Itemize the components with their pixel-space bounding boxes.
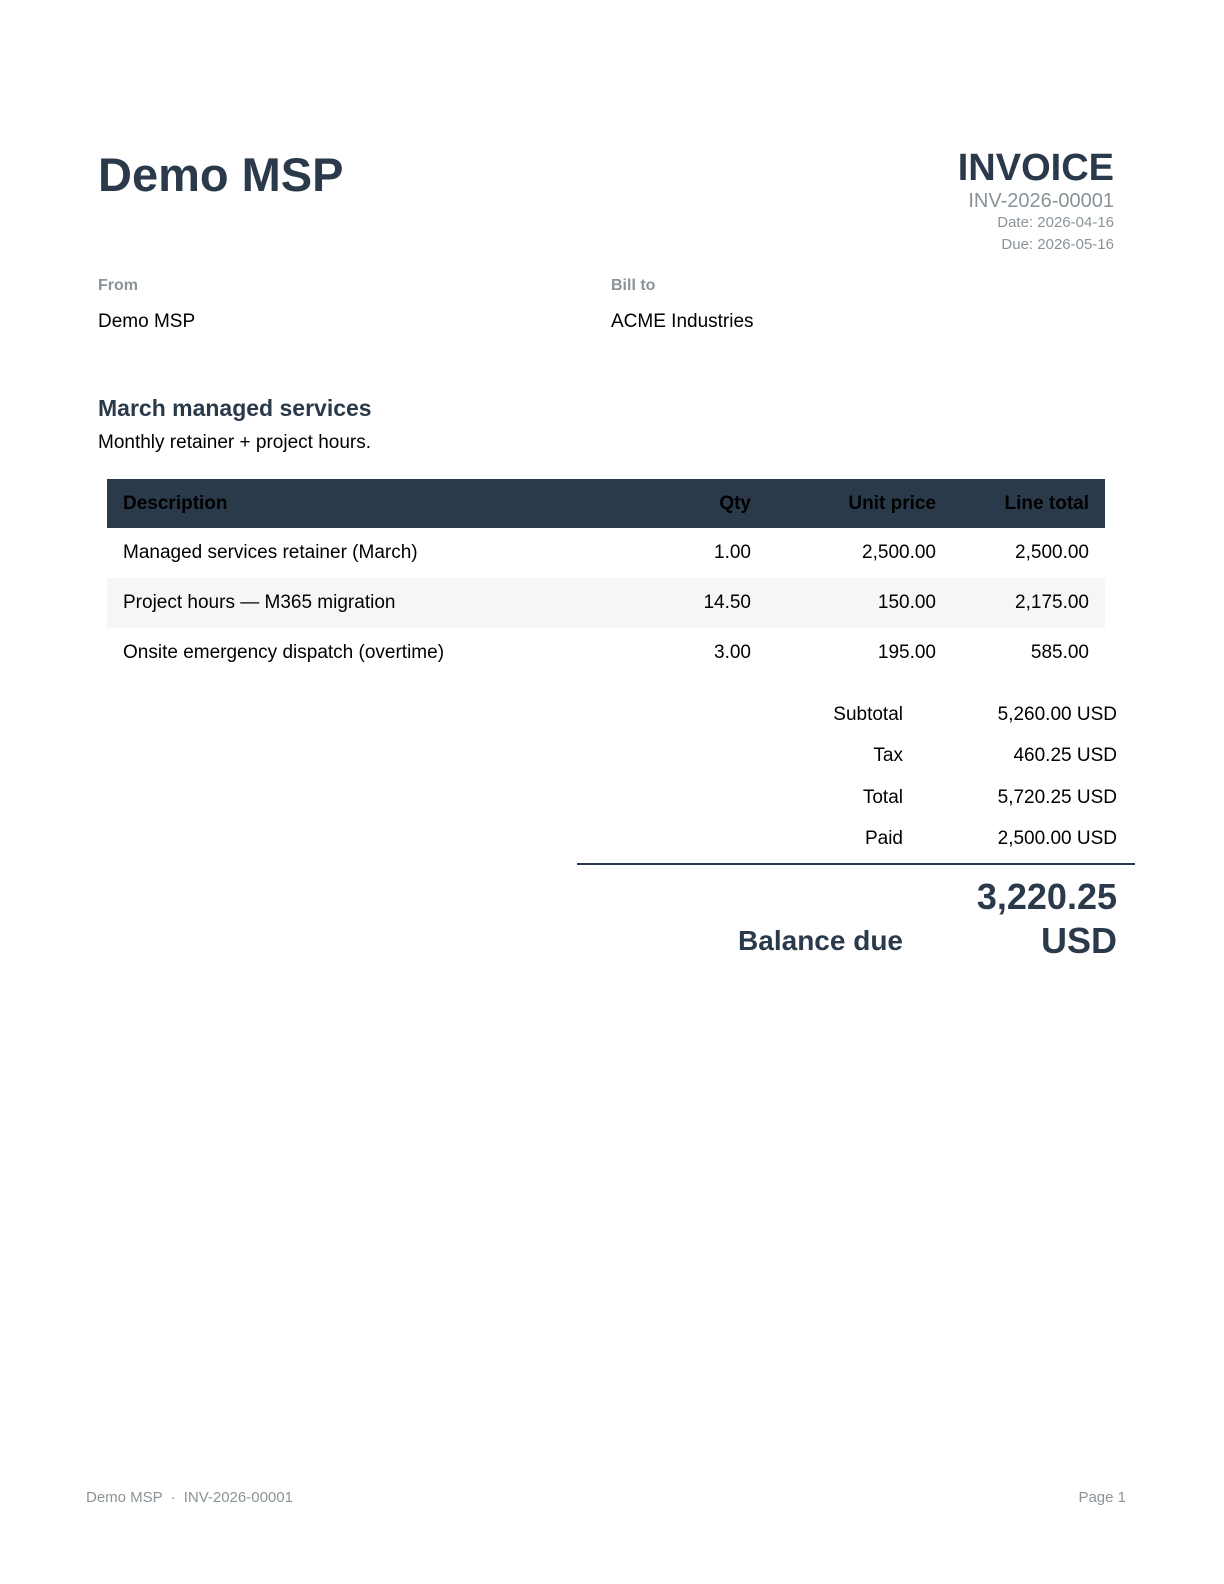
- totals-divider: [577, 863, 1135, 865]
- balance-due-label: Balance due: [738, 925, 903, 956]
- line-items-table: [107, 479, 1105, 678]
- table-row: [107, 578, 1105, 628]
- row-description: Managed services retainer (March): [123, 542, 418, 563]
- paid-label: Paid: [864, 828, 903, 850]
- row-unit-price: 150.00: [767, 578, 952, 628]
- invoice-date: Date: 2026-04-16: [997, 213, 1114, 231]
- invoice-due-date: Due: 2026-05-16: [1001, 235, 1114, 253]
- invoice-number: INV-2026-00001: [968, 189, 1114, 212]
- row-qty: 1.00: [714, 542, 751, 563]
- row-line-total: 2,175.00: [952, 578, 1105, 628]
- subtotal-label: Subtotal: [833, 703, 903, 725]
- tax-value: 460.25 USD: [1013, 745, 1117, 767]
- row-unit-price: 195.00: [877, 642, 936, 663]
- from-name: Demo MSP: [98, 311, 196, 332]
- balance-due-amount: 3,220.25: [976, 876, 1117, 917]
- footer-invoice-number: INV-2026-00001: [183, 1489, 293, 1506]
- subtotal-row: [577, 694, 1135, 736]
- company-name: Demo MSP: [98, 148, 344, 201]
- table-row: [107, 628, 1105, 678]
- row-description: Project hours — M365 migration: [107, 578, 647, 628]
- row-description: Onsite emergency dispatch (overtime): [123, 642, 445, 663]
- header-unit-price: Unit price: [767, 479, 952, 528]
- row-qty: 3.00: [714, 642, 751, 663]
- balance-due-value: [903, 875, 1117, 963]
- subtotal-value: 5,260.00 USD: [997, 703, 1117, 725]
- row-unit-price: 2,500.00: [862, 542, 936, 563]
- paid-row: [577, 819, 1135, 861]
- from-label: From: [98, 277, 138, 294]
- bill-to-label: Bill to: [611, 277, 656, 294]
- header-line-total: Line total: [952, 479, 1105, 528]
- total-row: [577, 777, 1135, 819]
- invoice-title: INVOICE: [957, 147, 1114, 189]
- table-row: [107, 528, 1105, 578]
- balance-due-row: [577, 875, 1135, 963]
- row-qty: 14.50: [647, 578, 767, 628]
- row-line-total: 585.00: [1030, 642, 1089, 663]
- footer-company: Demo MSP: [86, 1489, 163, 1506]
- paid-value: 2,500.00 USD: [997, 828, 1117, 850]
- section-title: March managed services: [98, 395, 372, 421]
- from-block: [98, 277, 195, 333]
- row-line-total: 2,500.00: [1015, 542, 1089, 563]
- bill-to-name: ACME Industries: [611, 311, 754, 332]
- totals-block: [577, 694, 1135, 963]
- footer-separator: ·: [170, 1489, 176, 1506]
- table-header-row: [107, 479, 1105, 528]
- bill-to-block: [611, 277, 754, 333]
- footer-page-number: Page 1: [1078, 1489, 1126, 1506]
- header-qty: Qty: [647, 479, 767, 528]
- invoice-header: [958, 148, 1114, 256]
- tax-row: [577, 736, 1135, 778]
- section-description: Monthly retainer + project hours.: [98, 432, 371, 453]
- header-description: Description: [107, 479, 647, 528]
- total-value: 5,720.25 USD: [997, 786, 1117, 808]
- balance-due-currency: USD: [1040, 920, 1117, 961]
- total-label: Total: [862, 786, 903, 808]
- footer-left: [86, 1489, 293, 1507]
- tax-label: Tax: [873, 745, 903, 767]
